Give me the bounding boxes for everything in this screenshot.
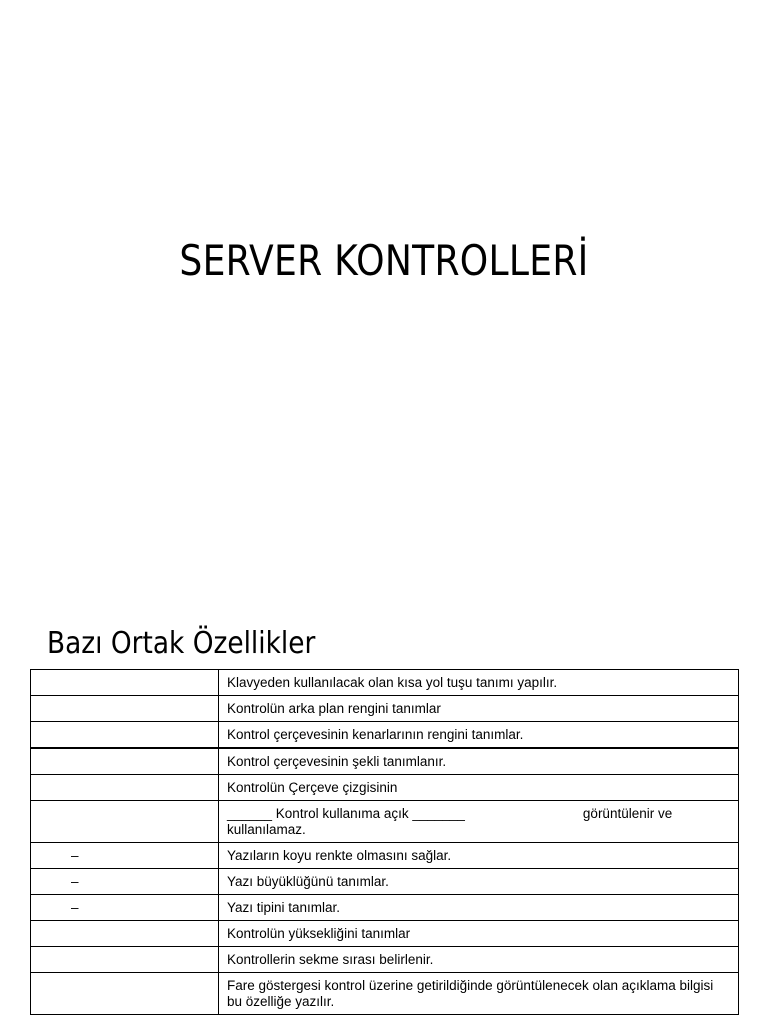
table-row bbox=[31, 947, 739, 973]
properties-table bbox=[30, 669, 739, 1015]
table-row bbox=[31, 775, 739, 801]
property-name-cell bbox=[31, 722, 219, 749]
property-name-cell: – bbox=[31, 843, 219, 869]
property-name-cell bbox=[31, 696, 219, 722]
property-name-cell: – bbox=[31, 895, 219, 921]
property-description-cell: Kontrolün Çerçeve çizgisinin bbox=[219, 775, 739, 801]
slide-title: Bazı Ortak Özellikler bbox=[47, 626, 316, 661]
table-row bbox=[31, 801, 739, 843]
property-name-cell bbox=[31, 921, 219, 947]
property-description-cell: Kontrolün yüksekliğini tanımlar bbox=[219, 921, 739, 947]
fill-in-text-part: ______ Kontrol kullanıma açık _______ bbox=[227, 806, 465, 821]
slide-title: SERVER KONTROLLERİ bbox=[179, 236, 589, 285]
property-name-cell bbox=[31, 670, 219, 696]
table-row bbox=[31, 895, 739, 921]
table-row bbox=[31, 843, 739, 869]
property-name-cell bbox=[31, 748, 219, 775]
fill-in-text-part: görüntülenir ve kullanılamaz. bbox=[227, 806, 673, 837]
table-row bbox=[31, 670, 739, 696]
property-description-cell: Kontrolün arka plan rengini tanımlar bbox=[219, 696, 739, 722]
property-description-cell bbox=[219, 801, 739, 843]
table-row bbox=[31, 921, 739, 947]
table-row bbox=[31, 973, 739, 1015]
table-row bbox=[31, 722, 739, 749]
property-description-cell: Yazıların koyu renkte olmasını sağlar. bbox=[219, 843, 739, 869]
table-row bbox=[31, 869, 739, 895]
property-description-cell: Fare göstergesi kontrol üzerine getirildiğinde görüntülenecek olan açıklama bilgisi bu özelliğe yazılır. bbox=[219, 973, 739, 1015]
property-description-cell: Yazı tipini tanımlar. bbox=[219, 895, 739, 921]
property-name-cell bbox=[31, 801, 219, 843]
property-name-cell: – bbox=[31, 869, 219, 895]
property-name-cell bbox=[31, 947, 219, 973]
property-name-cell bbox=[31, 973, 219, 1015]
property-description-cell: Yazı büyüklüğünü tanımlar. bbox=[219, 869, 739, 895]
property-name-cell bbox=[31, 775, 219, 801]
property-description-cell: Kontrol çerçevesinin kenarlarının rengini tanımlar. bbox=[219, 722, 739, 749]
table-row bbox=[31, 748, 739, 775]
table-row bbox=[31, 696, 739, 722]
property-description-cell: Kontrollerin sekme sırası belirlenir. bbox=[219, 947, 739, 973]
property-description-cell: Kontrol çerçevesinin şekli tanımlanır. bbox=[219, 748, 739, 775]
property-description-cell: Klavyeden kullanılacak olan kısa yol tuşu tanımı yapılır. bbox=[219, 670, 739, 696]
